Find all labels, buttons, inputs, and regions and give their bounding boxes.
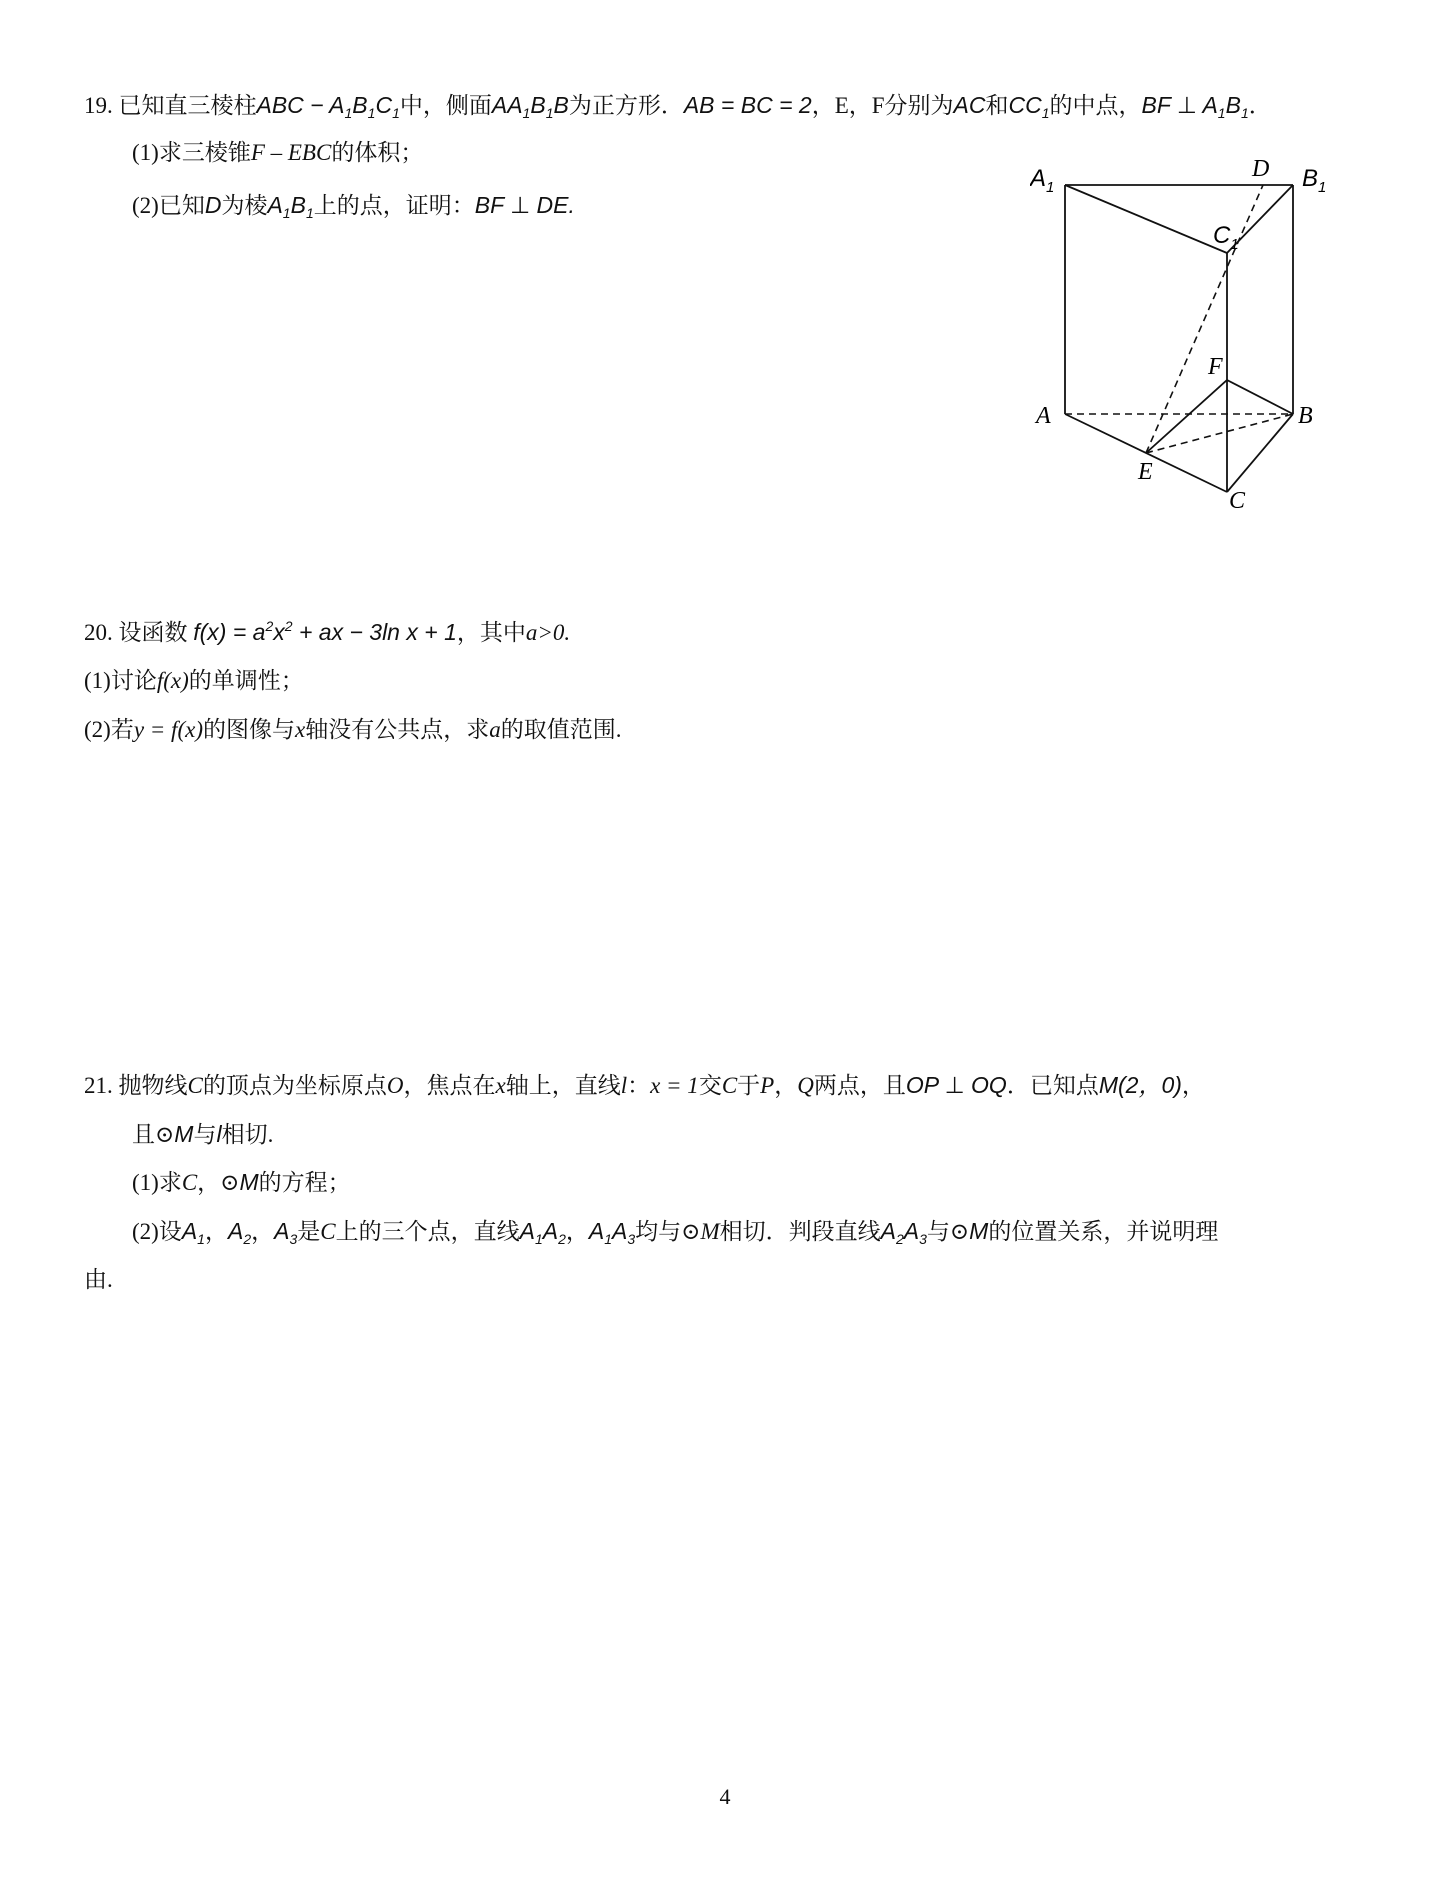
- q21-stem-line2: 且⊙M与l相切.: [132, 1121, 274, 1147]
- edge-a1-c1: [1065, 185, 1227, 253]
- q21-part2-continued: 由.: [84, 1267, 113, 1292]
- q21-part2: (2)设$A_1$，$A_2$，$A_3$是C上的三个点，直线$A_1A_2$，$A_1A_3$均与⊙M相切．判段直线$A_2A_3$与⊙M的位置关系，并说明理: [132, 1218, 1219, 1247]
- page-number: 4: [719, 1784, 731, 1809]
- q20-number: 20.: [84, 620, 113, 645]
- q21-number: 21.: [84, 1073, 113, 1098]
- q20-stem: 20. 设函数 $f(x) = a^2x^2$ + ax − 3ln x + 1，其中a>0.: [84, 618, 571, 645]
- q19-part1: (1)求三棱锥F – EBC的体积；: [132, 140, 424, 165]
- label-b1: $B_1$: [1302, 165, 1327, 196]
- label-f: F: [1208, 354, 1223, 380]
- label-c1: $C_1$: [1213, 222, 1239, 253]
- edge-e-d-dashed: [1146, 185, 1263, 453]
- label-e: E: [1138, 459, 1153, 485]
- label-c: C: [1229, 488, 1246, 514]
- prism-figure: [1030, 150, 1370, 520]
- q20-part1: (1)讨论f(x)的单调性；: [84, 668, 304, 693]
- label-b: B: [1298, 403, 1313, 429]
- q19-stem: 19. 已知直三棱柱ABC − $A_1B_1C_1$中，侧面$AA_1B_1B$为正方形．AB = BC = 2，E，F分别为AC和$CC_1$的中点，BF ⊥ $A_1B_1$．: [84, 92, 1272, 121]
- prism-diagram: [1030, 150, 1370, 520]
- q20-part2: (2)若y = f(x)的图像与x轴没有公共点，求a的取值范围.: [84, 717, 622, 742]
- q21-part1: (1)求C，⊙M的方程；: [132, 1169, 351, 1195]
- q19-number: 19.: [84, 93, 113, 118]
- q21-stem-line1: 21. 抛物线C的顶点为坐标原点O，焦点在x轴上，直线l：x = 1交C于P，Q两点，且OP ⊥ OQ．已知点M(2，0)，: [84, 1072, 1205, 1098]
- label-a1: $A_1$: [1030, 165, 1055, 196]
- label-d: D: [1252, 156, 1270, 182]
- edge-f-b: [1227, 380, 1293, 414]
- edge-c-b: [1227, 414, 1293, 492]
- q20-function: $f(x) = a^2x^2$ + ax − 3ln x + 1: [193, 618, 457, 645]
- q19-part2: (2)已知D为棱$A_1B_1$上的点，证明：BF ⊥ DE.: [132, 192, 575, 221]
- label-a: A: [1036, 403, 1051, 429]
